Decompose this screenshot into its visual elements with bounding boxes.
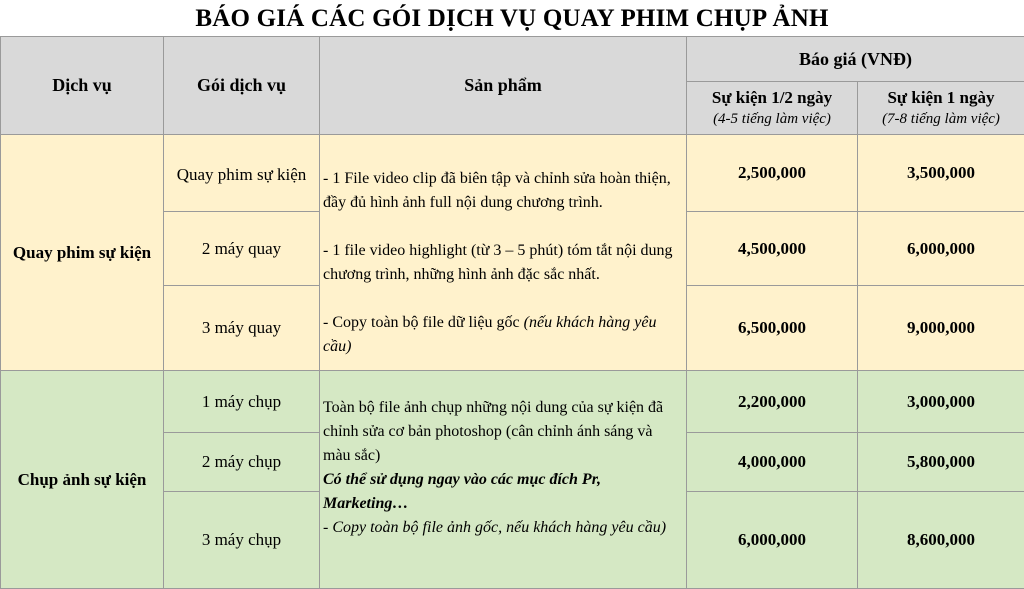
package-cell: 3 máy chụp xyxy=(164,492,320,589)
full-day-label: Sự kiện 1 ngày xyxy=(887,88,994,107)
product-video xyxy=(320,135,687,371)
package-cell: Quay phim sự kiện xyxy=(164,135,320,212)
price-half: 4,000,000 xyxy=(687,433,858,492)
table-row xyxy=(1,371,1024,433)
price-half: 6,500,000 xyxy=(687,286,858,371)
header-full-day xyxy=(858,82,1024,135)
product-line: Toàn bộ file ảnh chụp những nội dung của sự kiện đã chỉnh sửa cơ bản photoshop (cân chỉnh ánh sáng và màu sắc) xyxy=(323,396,680,468)
header-half-day xyxy=(687,82,858,135)
header-product: Sản phẩm xyxy=(320,37,687,135)
product-line: Có thể sử dụng ngay vào các mục đích Pr, Marketing… xyxy=(323,468,680,516)
price-full: 3,500,000 xyxy=(858,135,1024,212)
package-cell: 1 máy chụp xyxy=(164,371,320,433)
price-full: 3,000,000 xyxy=(858,371,1024,433)
price-half: 4,500,000 xyxy=(687,212,858,286)
product-line: - Copy toàn bộ file dữ liệu gốc (nếu khách hàng yêu cầu) xyxy=(323,311,680,359)
product-line: - 1 File video clip đã biên tập và chỉnh sửa hoàn thiện, đầy đủ hình ảnh full nội dung chương trình. xyxy=(323,167,680,215)
service-photo: Chụp ảnh sự kiện xyxy=(1,371,164,589)
price-full: 9,000,000 xyxy=(858,286,1024,371)
half-day-note: (4-5 tiếng làm việc) xyxy=(687,109,857,129)
package-cell: 3 máy quay xyxy=(164,286,320,371)
price-half: 6,000,000 xyxy=(687,492,858,589)
half-day-label: Sự kiện 1/2 ngày xyxy=(712,88,832,107)
price-full: 8,600,000 xyxy=(858,492,1024,589)
price-half: 2,500,000 xyxy=(687,135,858,212)
product-photo xyxy=(320,371,687,589)
product-line: - Copy toàn bộ file ảnh gốc, nếu khách hàng yêu cầu) xyxy=(323,516,680,540)
price-half: 2,200,000 xyxy=(687,371,858,433)
page-title: BÁO GIÁ CÁC GÓI DỊCH VỤ QUAY PHIM CHỤP ẢNH xyxy=(0,0,1024,36)
table-row xyxy=(1,135,1024,212)
service-video: Quay phim sự kiện xyxy=(1,135,164,371)
header-service: Dịch vụ xyxy=(1,37,164,135)
package-cell: 2 máy quay xyxy=(164,212,320,286)
full-day-note: (7-8 tiếng làm việc) xyxy=(858,109,1024,129)
product-line: - 1 file video highlight (từ 3 – 5 phút) tóm tắt nội dung chương trình, những hình ảnh đặc sắc nhất. xyxy=(323,239,680,287)
package-cell: 2 máy chụp xyxy=(164,433,320,492)
price-full: 6,000,000 xyxy=(858,212,1024,286)
header-package: Gói dịch vụ xyxy=(164,37,320,135)
price-full: 5,800,000 xyxy=(858,433,1024,492)
price-table xyxy=(0,36,1024,589)
header-price-group: Báo giá (VNĐ) xyxy=(687,37,1024,82)
